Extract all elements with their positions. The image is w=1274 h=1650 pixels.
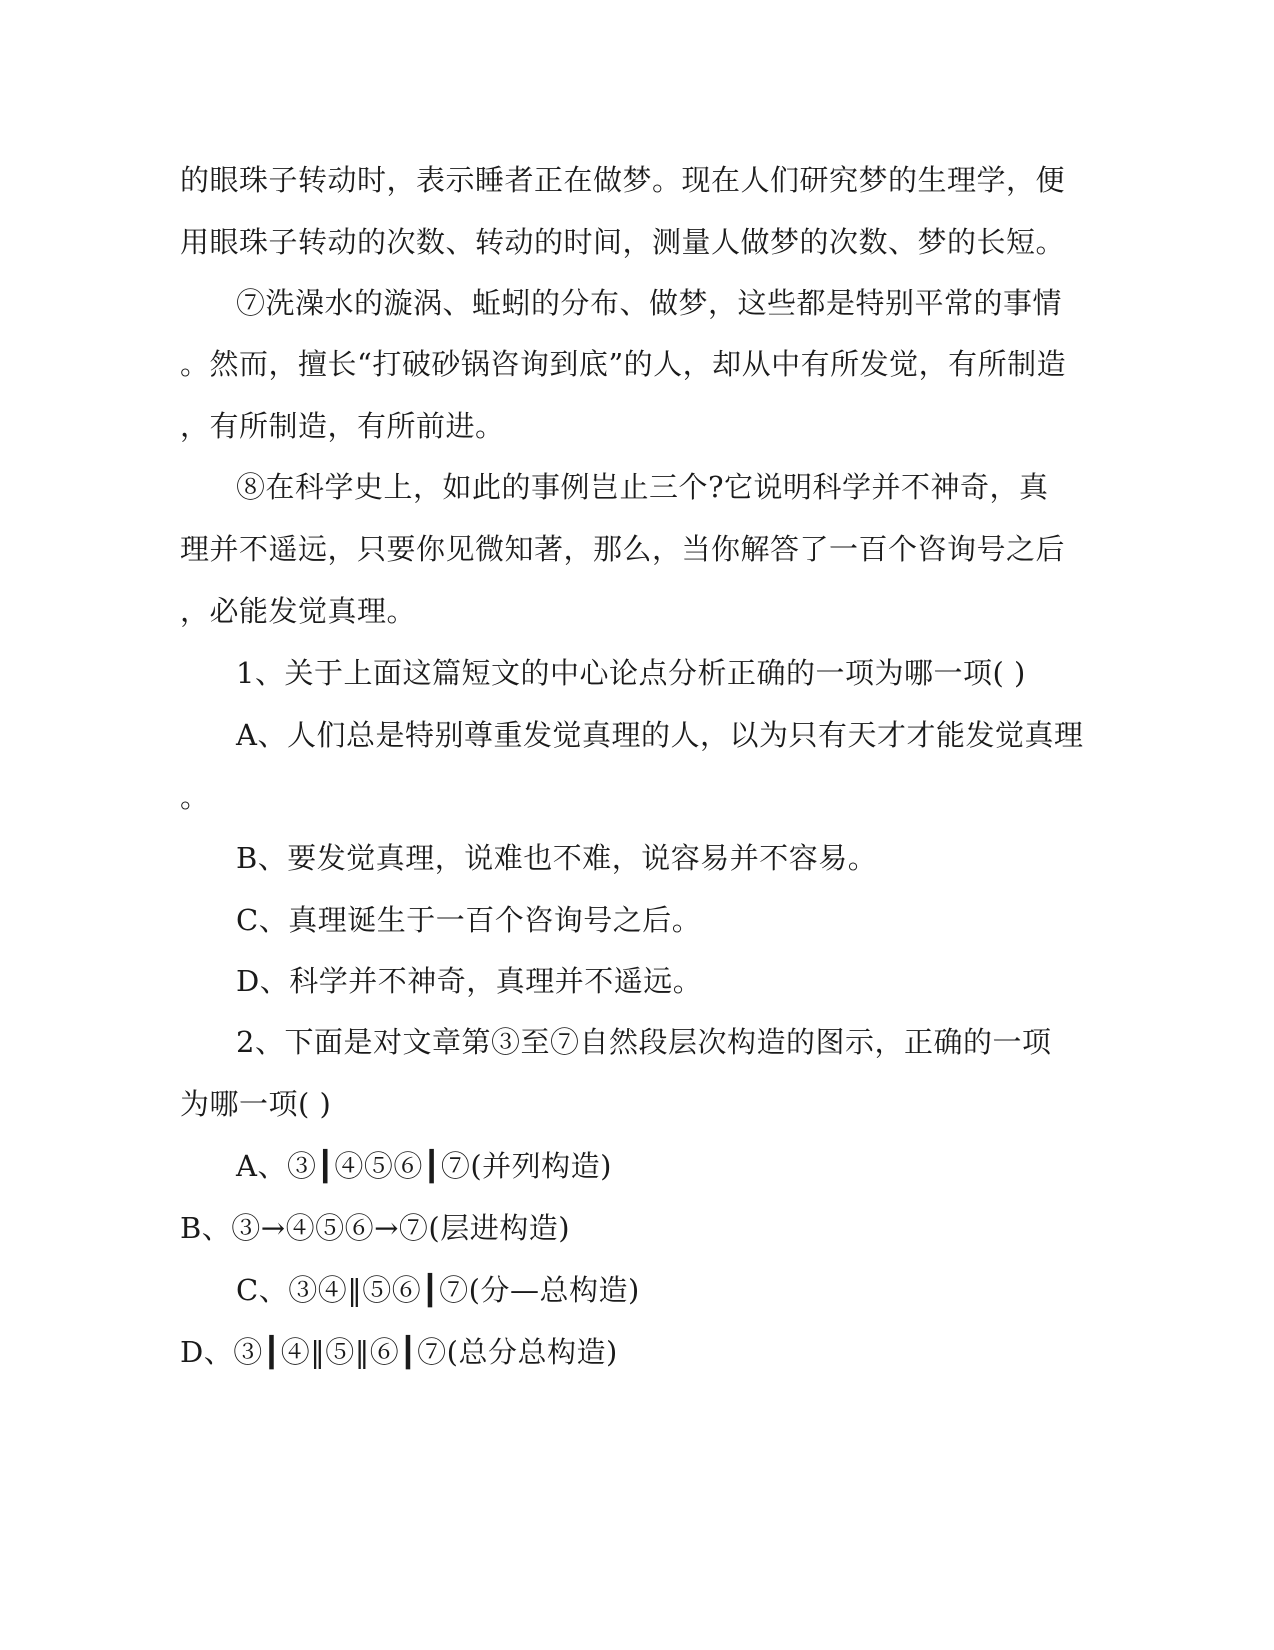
question-2-option-d: D、③┃④‖⑤‖⑥┃⑦(总分总构造) [180, 1335, 618, 1369]
question-2-option-a: A、③┃④⑤⑥┃⑦(并列构造) [236, 1149, 612, 1183]
question-1: 1、关于上面这篇短文的中心论点分析正确的一项为哪一项( ) [236, 656, 1026, 690]
text-line: 理并不遥远，只要你见微知著，那么，当你解答了一百个咨询号之后 [180, 532, 1066, 566]
text-line: 的眼珠子转动时，表示睡者正在做梦。现在人们研究梦的生理学，便 [180, 163, 1066, 197]
text-line: 。 [180, 780, 210, 814]
text-line: ，必能发觉真理。 [180, 594, 417, 628]
paragraph-7-start: ⑦洗澡水的漩涡、蚯蚓的分布、做梦，这些都是特别平常的事情 [236, 286, 1063, 320]
question-2-option-c: C、③④‖⑤⑥┃⑦(分—总构造) [236, 1273, 640, 1307]
question-1-option-d: D、科学并不神奇，真理并不遥远。 [236, 964, 703, 998]
question-2-option-b: B、③→④⑤⑥→⑦(层进构造) [180, 1211, 571, 1245]
question-1-option-a: A、人们总是特别尊重发觉真理的人，以为只有天才才能发觉真理 [236, 718, 1084, 752]
paragraph-8-start: ⑧在科学史上，如此的事例岂止三个?它说明科学并不神奇，真 [236, 470, 1049, 504]
text-line: ，有所制造，有所前进。 [180, 409, 505, 443]
text-line: 。然而，擅长“打破砂锅咨询到底”的人，却从中有所发觉，有所制造 [180, 347, 1067, 381]
question-1-option-b: B、要发觉真理，说难也不难，说容易并不容易。 [236, 841, 878, 875]
question-2: 2、下面是对文章第③至⑦自然段层次构造的图示，正确的一项 [236, 1025, 1052, 1059]
text-line: 用眼珠子转动的次数、转动的时间，测量人做梦的次数、梦的长短。 [180, 225, 1066, 259]
question-1-option-c: C、真理诞生于一百个咨询号之后。 [236, 903, 702, 937]
text-line: 为哪一项( ) [180, 1087, 332, 1121]
